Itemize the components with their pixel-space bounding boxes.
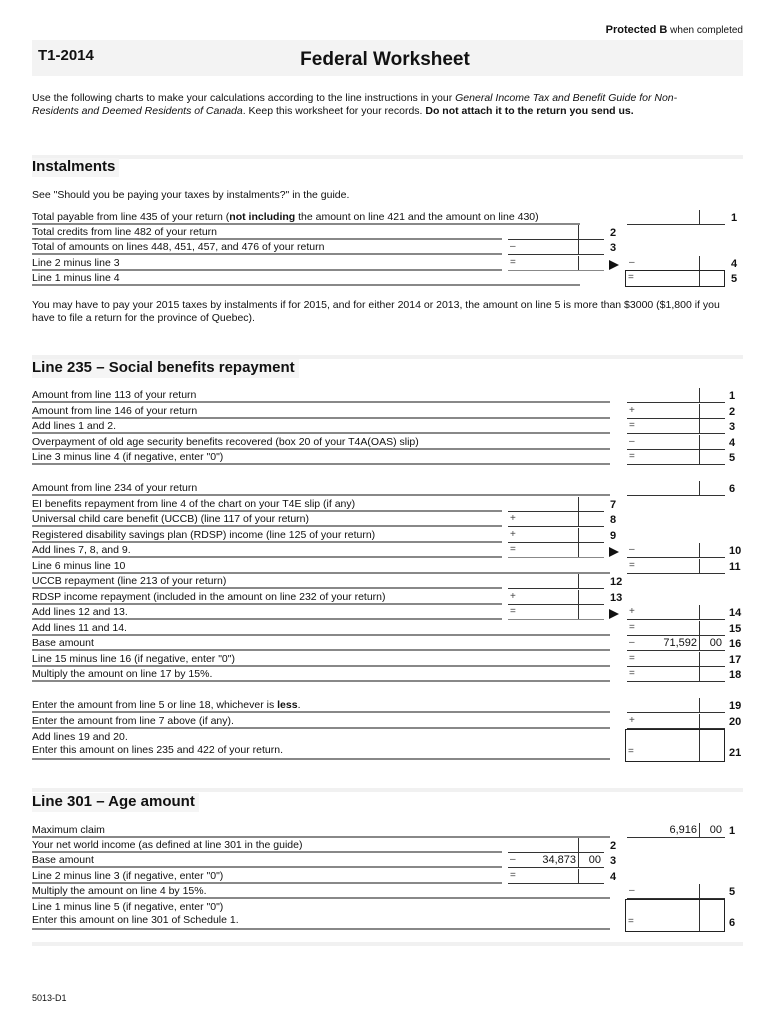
line-number: 6	[729, 483, 736, 495]
line235-field-16[interactable]: – 71,592 00	[627, 636, 725, 651]
line235-line-12	[32, 574, 502, 589]
line-number: 4	[731, 258, 738, 270]
line-label: Amount from line 234 of your return	[32, 482, 198, 494]
line-number: 3	[610, 855, 617, 867]
guide-title: General Income Tax and Benefit Guide for Non-Residents and Deemed Residents of Canada	[32, 92, 678, 117]
instalment-line-2	[32, 225, 502, 240]
line-label: UCCB repayment (line 213 of your return)	[32, 575, 227, 587]
line301-line-2	[32, 838, 502, 853]
line-label: Total credits from line 482 of your return	[32, 226, 218, 238]
line301-line-6	[32, 900, 610, 930]
line-label: RDSP income repayment (included in the amount on line 232 of your return)	[32, 591, 386, 603]
line-number: 8	[610, 514, 617, 526]
line235-line-17	[32, 652, 610, 667]
line235-field-14a[interactable]: =	[508, 605, 604, 620]
instalment-line-3	[32, 240, 502, 255]
line-label: Universal child care benefit (UCCB) (line 117 of your return)	[32, 513, 309, 525]
line235-field-21[interactable]: =	[625, 729, 725, 762]
arrow-right-icon	[609, 260, 619, 270]
line-number: 18	[729, 669, 742, 681]
line235-line-1	[32, 388, 610, 403]
line-number: 6	[729, 917, 736, 929]
line235-field-13[interactable]: +	[508, 590, 604, 605]
intro-part2: . Keep this worksheet for your records.	[242, 105, 426, 117]
line235-field-2[interactable]: +	[627, 404, 725, 419]
line-number: 5	[729, 452, 736, 464]
line235-field-10a[interactable]: =	[508, 543, 604, 558]
line-number: 1	[729, 390, 736, 402]
line-label: Enter the amount from line 5 or line 18, whichever is less.	[32, 699, 301, 711]
arrow-right-icon	[609, 547, 619, 557]
line-number: 3	[729, 421, 736, 433]
section-divider	[32, 942, 743, 946]
line235-line-13	[32, 590, 502, 605]
line235-field-1[interactable]	[627, 388, 725, 403]
line-label: Line 1 minus line 4	[32, 272, 120, 284]
line301-field-3[interactable]: – 34,873 00	[508, 853, 604, 868]
line235-field-17[interactable]: =	[627, 652, 725, 667]
line-label: Multiply the amount on line 4 by 15%.	[32, 885, 207, 897]
intro-text	[32, 92, 722, 118]
line235-field-9[interactable]: +	[508, 528, 604, 543]
instalment-field-5[interactable]: =	[625, 270, 725, 287]
line-label: Total of amounts on lines 448, 451, 457, and 476 of your return	[32, 241, 325, 253]
line-label: Base amount	[32, 637, 94, 649]
line301-line-3	[32, 853, 502, 868]
line-label: Line 2 minus line 3 (if negative, enter "0")	[32, 870, 224, 882]
line-number: 1	[729, 825, 736, 837]
line-label: Multiply the amount on line 17 by 15%.	[32, 668, 213, 680]
section-divider	[32, 788, 743, 792]
line235-line-20	[32, 714, 610, 729]
instalment-field-4[interactable]: –	[627, 256, 725, 271]
line301-field-2[interactable]	[508, 838, 604, 853]
line-label: Total payable from line 435 of your return (not including the amount on line 421 and the amount on line 430)	[32, 211, 539, 223]
line-number: 16	[729, 638, 742, 650]
line-number: 2	[610, 227, 617, 239]
line235-field-8[interactable]: +	[508, 512, 604, 527]
line-number: 19	[729, 700, 742, 712]
line-number: 5	[731, 273, 738, 285]
line-label: Line 1 minus line 5 (if negative, enter "0") Enter this amount on line 301 of Schedule 1.	[32, 901, 239, 926]
line-label: Add lines 12 and 13.	[32, 606, 128, 618]
line235-field-10[interactable]: –	[627, 543, 725, 558]
line235-line-10	[32, 543, 502, 558]
line235-line-6	[32, 481, 610, 496]
line-label: Enter the amount from line 7 above (if any).	[32, 715, 234, 727]
instalment-field-3[interactable]: –	[508, 240, 604, 255]
line-label: Your net world income (as defined at line 301 in the guide)	[32, 839, 303, 851]
line-number: 1	[731, 212, 738, 224]
line-number: 9	[610, 530, 617, 542]
line235-line-5	[32, 450, 610, 465]
line235-line-3	[32, 419, 610, 434]
line235-line-16	[32, 636, 610, 651]
line235-field-7[interactable]	[508, 497, 604, 512]
instalment-field-2[interactable]	[508, 225, 604, 240]
line235-field-6[interactable]	[627, 481, 725, 496]
line-number: 2	[610, 840, 617, 852]
line-label: Add lines 7, 8, and 9.	[32, 544, 131, 556]
line-number: 2	[729, 406, 736, 418]
line-number: 11	[729, 561, 741, 573]
line-number: 14	[729, 607, 742, 619]
line-label: Amount from line 113 of your return	[32, 389, 197, 401]
instalment-line-5	[32, 271, 580, 286]
line-label: Add lines 1 and 2.	[32, 420, 117, 432]
line235-field-14[interactable]: +	[627, 605, 725, 620]
line-label: Line 6 minus line 10	[32, 560, 126, 572]
line-number: 20	[729, 716, 742, 728]
line235-line-15	[32, 621, 610, 636]
line235-line-18	[32, 667, 610, 682]
line301-line-1	[32, 823, 610, 838]
line-number: 4	[729, 437, 736, 449]
instalments-see-note: See "Should you be paying your taxes by instalments?" in the guide.	[32, 189, 350, 201]
instalment-line-4	[32, 256, 502, 271]
line-label: Add lines 11 and 14.	[32, 622, 127, 634]
line-label: Amount from line 146 of your return	[32, 405, 198, 417]
line-number: 15	[729, 623, 742, 635]
line-label: Line 2 minus line 3	[32, 257, 120, 269]
protected-suffix: when completed	[670, 25, 743, 36]
form-footer-code: 5013-D1	[32, 993, 67, 1003]
line301-field-1[interactable]: 6,916 00	[627, 823, 725, 838]
line301-field-6[interactable]: =	[625, 899, 725, 932]
line235-field-18[interactable]: =	[627, 667, 725, 682]
intro-warning: Do not attach it to the return you send us.	[425, 105, 634, 117]
line-number: 5	[729, 886, 736, 898]
protected-label: Protected B	[605, 24, 668, 36]
line235-field-3[interactable]: =	[627, 419, 725, 434]
line235-line-14	[32, 605, 502, 620]
line235-line-8	[32, 512, 502, 527]
instalment-field-4a[interactable]: =	[508, 256, 604, 271]
line235-line-21	[32, 730, 610, 760]
line301-title: Line 301 – Age amount	[32, 793, 199, 812]
line-label: Line 3 minus line 4 (if negative, enter "0")	[32, 451, 224, 463]
line-number: 10	[729, 545, 742, 557]
line235-field-5[interactable]: =	[627, 450, 725, 465]
line-label: Overpayment of old age security benefits recovered (box 20 of your T4A(OAS) slip)	[32, 436, 419, 448]
line301-field-5[interactable]: –	[627, 884, 725, 899]
form-code: T1-2014	[38, 47, 94, 64]
line301-line-5	[32, 884, 610, 899]
line235-line-2	[32, 404, 610, 419]
line235-line-19	[32, 698, 610, 713]
line-number: 7	[610, 499, 617, 511]
line235-field-4[interactable]: –	[627, 435, 725, 450]
line301-line-4	[32, 869, 502, 884]
line235-field-19[interactable]	[627, 698, 725, 713]
intro-part1: Use the following charts to make your calculations according to the line instructions in your	[32, 92, 456, 104]
line-label: Registered disability savings plan (RDSP) income (line 125 of your return)	[32, 529, 376, 541]
line235-field-20[interactable]: +	[627, 714, 725, 729]
line-label: EI benefits repayment from line 4 of the chart on your T4E slip (if any)	[32, 498, 356, 510]
line235-field-15[interactable]: =	[627, 621, 725, 636]
line235-title: Line 235 – Social benefits repayment	[32, 359, 299, 378]
line-label: Maximum claim	[32, 824, 105, 836]
line-label: Base amount	[32, 854, 94, 866]
section-divider	[32, 155, 743, 159]
protected-b-notice	[606, 24, 743, 36]
line-label: Line 15 minus line 16 (if negative, enter "0")	[32, 653, 235, 665]
instalment-field-1[interactable]	[627, 210, 725, 225]
line-number: 17	[729, 654, 742, 666]
instalments-title: Instalments	[32, 158, 119, 177]
line-number: 12	[610, 576, 623, 588]
line301-field-4[interactable]: =	[508, 869, 604, 884]
line235-line-7	[32, 497, 502, 512]
line235-field-12[interactable]	[508, 574, 604, 589]
line235-line-9	[32, 528, 502, 543]
line235-field-11[interactable]: =	[627, 559, 725, 574]
line-label: Add lines 19 and 20. Enter this amount on lines 235 and 422 of your return.	[32, 731, 283, 756]
page-title: Federal Worksheet	[300, 49, 470, 70]
line235-line-4	[32, 435, 610, 450]
line-number: 4	[610, 871, 617, 883]
line-number: 21	[729, 747, 742, 759]
instalments-footnote: You may have to pay your 2015 taxes by instalments if for 2015, and for either 2014 or 2013, the amount on line 5 is more than $3000 ($1,800 if you have to file a return for the province of Quebec).	[32, 299, 720, 324]
line235-line-11	[32, 559, 610, 574]
line-number: 3	[610, 242, 617, 254]
arrow-right-icon	[609, 609, 619, 619]
line-number: 13	[610, 592, 623, 604]
instalment-line-1	[32, 210, 580, 225]
